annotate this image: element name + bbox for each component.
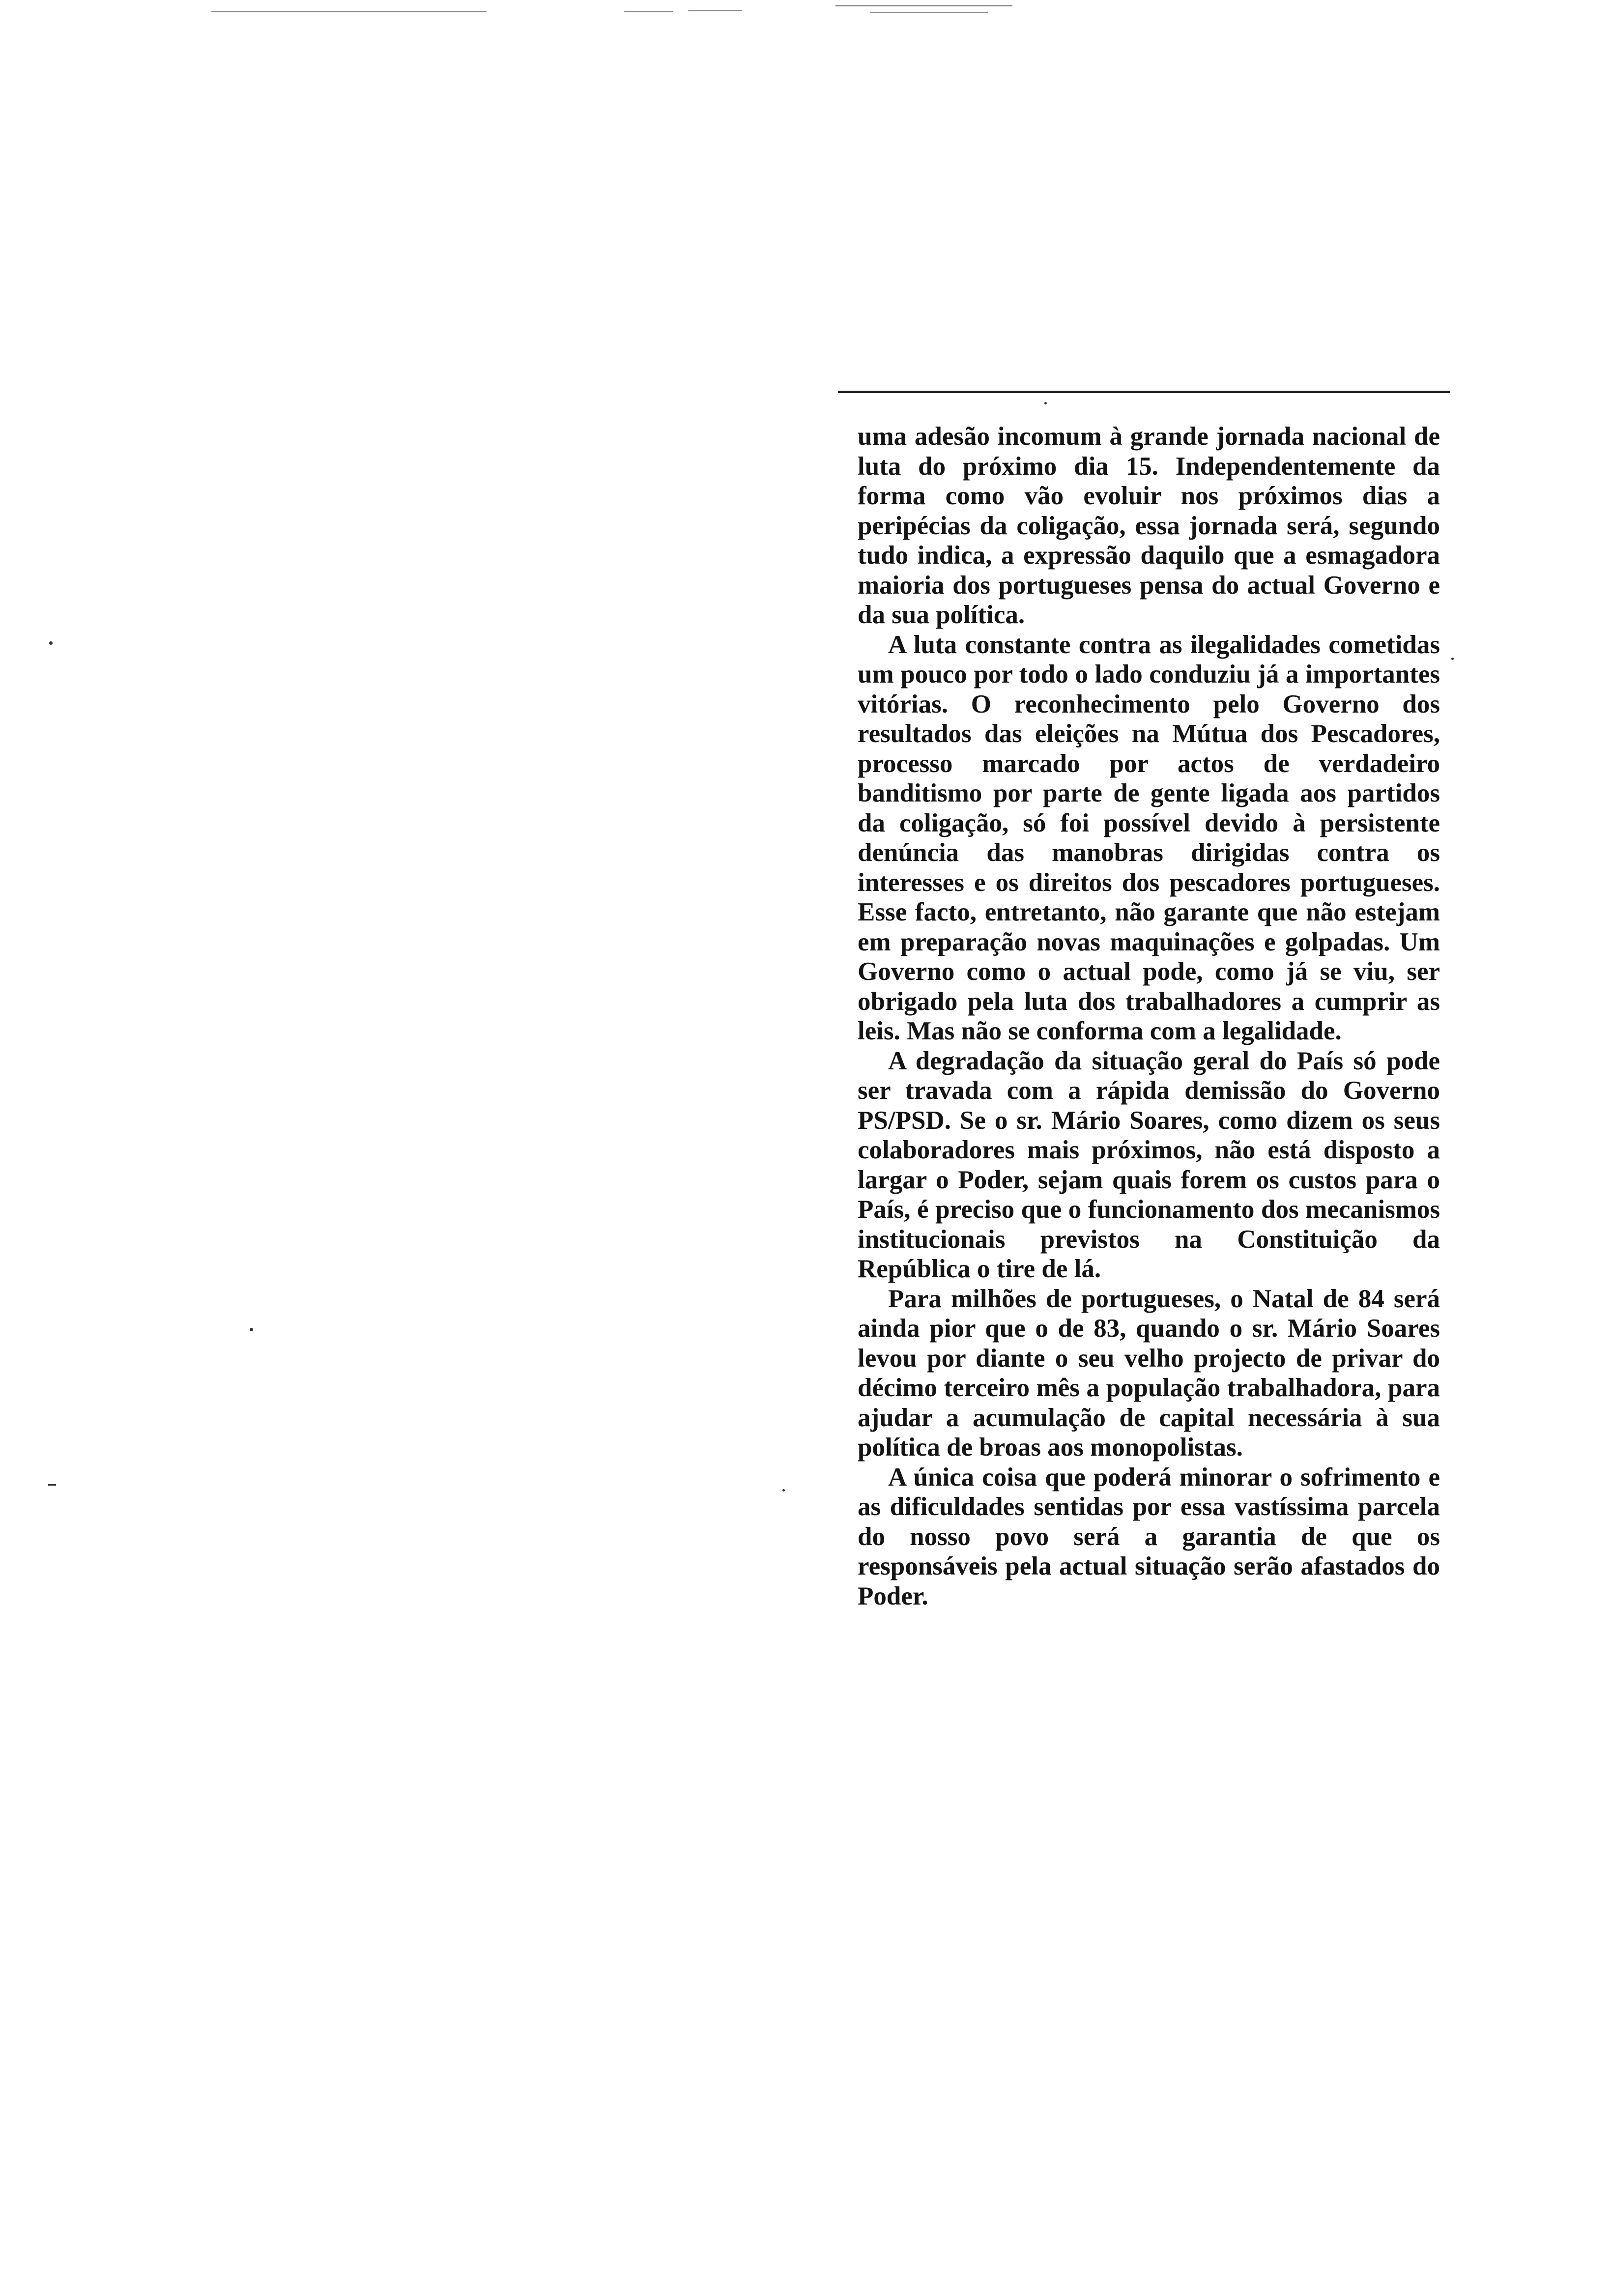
scan-artifact-line [688, 10, 742, 11]
article-paragraph: A degradação da situação geral do País só pode ser travada com a rápida demissão do Governo PS/PSD. Se o sr. Mário Soares, como dizem os seus colaboradores mais próximos, não está disposto a largar o Poder, sejam quais forem os custos para o País, é preciso que o funcionamento dos mecanismos institucionais previstos na Constituição da República o tire de lá. [858, 1046, 1440, 1283]
scan-speck [49, 641, 53, 645]
scan-artifact-line [870, 12, 988, 13]
scan-speck [782, 1489, 785, 1492]
scan-speck [48, 1484, 56, 1486]
column-top-rule [838, 391, 1450, 393]
article-paragraph: uma adesão incomum à grande jornada nacional de luta do próximo dia 15. Independentemente da forma como vão evoluir nos próximos dias a peripécias da coligação, essa jornada será, segundo tudo indica, a expressão daquilo que a esmagadora maioria dos portugueses pensa do actual Governo e da sua política. [858, 422, 1440, 629]
scan-speck [250, 1328, 253, 1331]
scan-artifact-line [624, 11, 673, 12]
scan-artifact-line [835, 5, 1012, 6]
scan-speck [1044, 402, 1047, 404]
scan-artifact-line [211, 11, 487, 12]
article-paragraph: A luta constante contra as ilegalidades cometidas um pouco por todo o lado conduziu já a importantes vitórias. O reconhecimento pelo Governo dos resultados das eleições na Mútua dos Pescadores, processo marcado por actos de verdadeiro banditismo por parte de gente ligada aos partidos da coligação, só foi possível devido à persistente denúncia das manobras dirigidas contra os interesses e os direitos dos pescadores portugueses. Esse facto, entretanto, não garante que não estejam em preparação novas maquinações e golpadas. Um Governo como o actual pode, como já se viu, ser obrigado pela luta dos trabalhadores a cumprir as leis. Mas não se conforma com a legalidade. [858, 630, 1440, 1045]
scan-speck [1451, 658, 1454, 660]
article-paragraph: Para milhões de portugueses, o Natal de 84 será ainda pior que o de 83, quando o sr. Mário Soares levou por diante o seu velho projecto de privar do décimo terceiro mês a população trabalhadora, para ajudar a acumulação de capital necessária à sua política de broas aos monopolistas. [858, 1284, 1440, 1462]
article-paragraph: A única coisa que poderá minorar o sofrimento e as dificuldades sentidas por essa vastíssima parcela do nosso povo será a garantia de que os responsáveis pela actual situação serão afastados do Poder. [858, 1463, 1440, 1610]
article-column [858, 422, 1440, 1611]
